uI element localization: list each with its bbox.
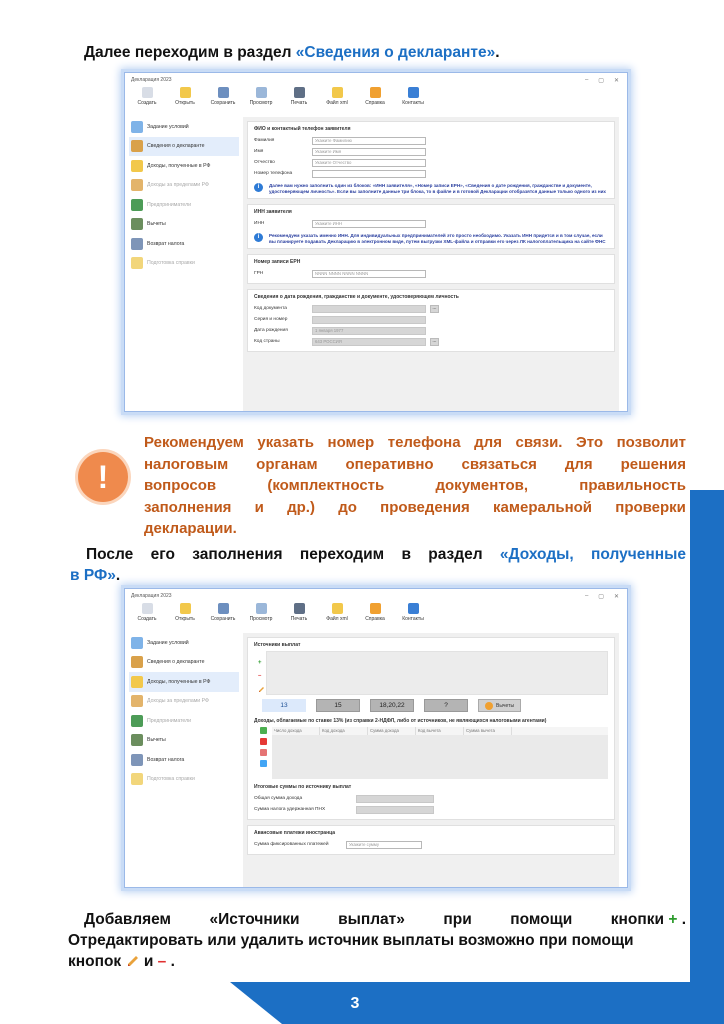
warning-word: до (338, 498, 357, 516)
word: переходим (299, 546, 385, 563)
advance-title: Авансовые платежи иностранца (254, 830, 335, 836)
maximize-button[interactable]: ▢ (598, 593, 604, 600)
intro-paragraph (84, 42, 500, 63)
toolbar-button-label: Контакты (402, 616, 424, 622)
app-toolbar (125, 87, 627, 113)
warning-word: декларации. (144, 520, 237, 537)
warning-text (144, 432, 686, 540)
warning-line (144, 518, 686, 540)
warning-word: камеральной (493, 498, 593, 516)
sidebar-item[interactable] (129, 731, 239, 751)
help-icon (370, 603, 381, 614)
warning-word: и (254, 498, 264, 516)
field-label: Сумма налога удержанная ПНХ (254, 807, 326, 812)
sidebar-item[interactable] (129, 156, 239, 176)
toolbar-button-xml-file[interactable] (323, 603, 351, 622)
toolbar-button-new-file[interactable] (133, 87, 161, 106)
word: заполнения (192, 546, 283, 563)
printer-icon (294, 603, 305, 614)
sources-card (247, 637, 615, 820)
sidebar-item-label: Возврат налога (147, 756, 185, 763)
toolbar-button-xml-file[interactable] (323, 87, 351, 106)
warning-word: правильность (579, 477, 686, 494)
conditions-icon (131, 637, 143, 649)
new-file-icon (142, 603, 153, 614)
totals-title: Итоговые суммы по источнику выплат (254, 784, 352, 790)
add-income-icon[interactable] (260, 727, 267, 734)
column-header: Сумма дохода (368, 727, 416, 735)
text-input[interactable]: 1 января 1977 (312, 327, 426, 335)
sidebar-item[interactable] (129, 692, 239, 712)
declarant-icon (131, 140, 143, 152)
form-row (254, 325, 608, 336)
warning-word: документов, (435, 477, 529, 494)
minimize-button[interactable]: – (584, 76, 589, 83)
toolbar-button-help[interactable] (361, 87, 389, 106)
sidebar-item-label: Доходы, полученные в РФ (147, 162, 211, 169)
toolbar-button-preview[interactable] (247, 603, 275, 622)
readonly-value (356, 795, 434, 803)
toolbar-button-open-folder[interactable] (171, 87, 199, 106)
word: его (150, 546, 175, 563)
tax-rate-tab[interactable]: ? (424, 699, 468, 712)
tax-rate-tab[interactable]: 15 (316, 699, 360, 712)
entrepreneur-icon (131, 199, 143, 211)
income-paragraph (70, 544, 686, 586)
warning-word: связи. (515, 434, 563, 451)
income-content (243, 633, 619, 887)
window-titlebar (125, 589, 627, 603)
sidebar-item-label: Подготовка справки (147, 776, 195, 783)
income-screenshot (124, 588, 628, 888)
toolbar-button-open-folder[interactable] (171, 603, 199, 622)
toolbar-button-preview[interactable] (247, 87, 275, 106)
certificate-icon (131, 773, 143, 785)
sources-tools (258, 660, 265, 693)
text-input[interactable] (312, 316, 426, 324)
sidebar-item-label: Сведения о декларанте (147, 143, 205, 150)
warning-line (144, 475, 686, 497)
close-button[interactable]: ✕ (613, 593, 619, 600)
warning-word: органам (256, 455, 318, 473)
toolbar-button-label: Создать (137, 616, 157, 622)
new-file-icon (142, 87, 153, 98)
warning-line (144, 432, 686, 454)
word: в (401, 546, 411, 563)
toolbar-button-label: Просмотр (249, 616, 273, 622)
toolbar-button-label: Сохранить (210, 616, 236, 622)
field-label: Общая сумма дохода (254, 796, 303, 801)
warning-line (144, 497, 686, 519)
edit-income-icon[interactable] (260, 749, 267, 756)
buttons-text: кнопок (68, 953, 122, 970)
sources-list[interactable] (266, 651, 608, 695)
warning-word: (комплектность (267, 477, 385, 494)
sidebar-item[interactable] (129, 672, 239, 692)
warning-word: проверки (615, 498, 686, 516)
calculator-icon (131, 218, 143, 230)
entrepreneur-icon (131, 715, 143, 727)
readonly-value (356, 806, 434, 814)
deductions-icon (485, 702, 493, 710)
warning-word: вопросов (144, 477, 217, 494)
remove-source-button[interactable]: – (258, 673, 262, 679)
birth-title: Сведения о дата рождения, гражданстве и документе, удостоверяющем личность (254, 294, 459, 301)
sidebar-item[interactable] (129, 254, 239, 274)
app-title: Декларация 2023 (131, 593, 172, 599)
sidebar-item[interactable] (129, 653, 239, 673)
field-label: Имя (254, 149, 264, 154)
plus-icon: + (668, 911, 678, 928)
browse-button[interactable]: ... (430, 305, 439, 313)
word: при (443, 911, 472, 928)
maximize-button[interactable]: ▢ (598, 77, 604, 84)
word: После (86, 546, 134, 563)
tax-rate-tab[interactable]: 18,20,22 (370, 699, 414, 712)
form-row (254, 804, 608, 815)
toolbar-button-label: Открыть (175, 616, 195, 622)
kn-word: кнопки (610, 911, 664, 928)
form-row (254, 135, 608, 146)
income-section-link: полученные (591, 546, 686, 563)
toolbar-button-printer[interactable] (285, 603, 313, 622)
birth-card (247, 289, 615, 352)
toolbar-button-save[interactable] (209, 87, 237, 106)
toolbar-button-printer[interactable] (285, 87, 313, 106)
preview-icon (256, 603, 267, 614)
app-sidebar (129, 633, 239, 789)
inn-card (247, 204, 615, 249)
field-label: Серия и номер (254, 317, 288, 323)
sidebar-item-label: Вычеты (147, 221, 166, 228)
ern-input[interactable]: NNNN NNNN NNNN NNNN (312, 270, 426, 278)
save-icon (218, 603, 229, 614)
conditions-icon (131, 121, 143, 133)
sidebar-item-label: Вычеты (147, 737, 166, 744)
sidebar-item[interactable] (129, 633, 239, 653)
toolbar-button-label: Печать (290, 100, 308, 106)
warning-word: для (564, 455, 593, 473)
income-section-link: «Доходы, (499, 546, 574, 563)
fio-info-text: Далее вам нужно заполнить один из блоков: «ИНН заявителя», «Номер записи ЕРН», «Сведения о дате рождения, гражданстве и документе, удостоверяющем личность». Если вы заполните данные три блока, то в файле и в готовой Декларации отобразятся данные только одного из них (269, 183, 606, 194)
inn-label: ИНН (254, 221, 265, 227)
inn-info (254, 233, 608, 244)
app-toolbar (125, 603, 627, 629)
sidebar-item[interactable] (129, 234, 239, 254)
income-table-header (272, 727, 608, 735)
foreign-income-icon (131, 179, 143, 191)
sidebar-item-label: Задание условий (147, 639, 189, 646)
sidebar-item-label: Подготовка справки (147, 260, 195, 267)
deductions-label: Вычеты (496, 702, 515, 709)
sidebar-item[interactable] (129, 770, 239, 790)
copy-income-icon[interactable] (260, 760, 267, 767)
warning-word: связаться (461, 455, 537, 473)
edit-source-icon[interactable] (258, 686, 265, 693)
field-label: Код страны (254, 339, 280, 345)
printer-icon (294, 87, 305, 98)
warning-word: позволит (616, 434, 686, 451)
calculator-icon (131, 734, 143, 746)
sidebar-item[interactable] (129, 176, 239, 196)
toolbar-button-label: Открыть (175, 100, 195, 106)
fio-title: ФИО и контактный телефон заявителя (254, 126, 351, 132)
coins-icon (131, 676, 143, 688)
form-row (254, 168, 608, 179)
text-input[interactable]: Укажите Фамилию (312, 137, 426, 145)
pencil-icon (126, 954, 140, 968)
warning-word: указать (257, 434, 314, 451)
and-text: и (143, 953, 154, 970)
text-input[interactable]: Укажите Имя (312, 148, 426, 156)
button-text (611, 909, 686, 930)
open-folder-icon (180, 87, 191, 98)
warning-line (144, 454, 686, 476)
sidebar-item[interactable] (129, 137, 239, 157)
ern-label: ГРН (254, 271, 264, 277)
add-sources-paragraph (68, 909, 686, 972)
income-table-body[interactable] (272, 735, 608, 779)
inn-info-text: Рекомендуем указать именно ИНН. Для индивидуальных предпринимателей это просто необходимо. Указать ИНН придется и в том случае, если вы планируете подавать Декларацию в электронном виде, путем выгрузки XML-файла и отправки его через ЛК налогоплательщика на сайте ФНС (269, 233, 606, 244)
toolbar-button-new-file[interactable] (133, 603, 161, 622)
info-icon: i (254, 233, 263, 242)
column-header: Код вычета (416, 727, 464, 735)
declarant-screenshot (124, 72, 628, 412)
column-header: Сумма вычета (464, 727, 512, 735)
text-input[interactable] (312, 170, 426, 178)
intro-section-link: «Сведения о декларанте» (295, 44, 496, 61)
warning-word: для (474, 434, 502, 451)
sidebar-item[interactable] (129, 117, 239, 137)
toolbar-button-label: Справка (365, 616, 385, 622)
column-header: Число дохода (272, 727, 320, 735)
field-label: Фамилия (254, 138, 275, 143)
toolbar-button-label: Печать (290, 616, 308, 622)
warning-icon: ! (78, 452, 128, 502)
word: Добавляем (84, 911, 171, 928)
word: «Источники (209, 911, 300, 928)
toolbar-button-label: Сохранить (210, 100, 236, 106)
warning-word: налоговым (144, 455, 229, 473)
sidebar-item[interactable] (129, 195, 239, 215)
form-row (254, 303, 608, 314)
sidebar-item-label: Предприниматели (147, 717, 192, 724)
form-row (254, 157, 608, 168)
deductions-button[interactable] (478, 699, 521, 712)
sidebar-item-label: Доходы за пределами РФ (147, 182, 209, 189)
field-label: Дата рождения (254, 328, 288, 334)
field-label: Номер телефона (254, 171, 293, 176)
ern-card (247, 254, 615, 284)
word: помощи (510, 911, 573, 928)
advance-input[interactable]: Укажите сумму (346, 841, 422, 849)
advance-card (247, 825, 615, 855)
footer-band (230, 982, 724, 1024)
income-paragraph-end: . (115, 567, 121, 584)
edit-delete-text: Отредактировать или удалить источник выплаты возможно при помощи (68, 932, 634, 949)
coins-icon (131, 160, 143, 172)
toolbar-button-contacts[interactable] (399, 603, 427, 622)
form-row (254, 146, 608, 157)
help-icon (370, 87, 381, 98)
xml-file-icon (332, 87, 343, 98)
word: раздел (428, 546, 483, 563)
side-accent-band (690, 490, 724, 1024)
tax-rate-tabs (262, 699, 608, 712)
text-input[interactable] (312, 305, 426, 313)
tax-return-icon (131, 754, 143, 766)
toolbar-button-label: Файл xml (326, 616, 348, 622)
toolbar-button-label: Создать (137, 100, 157, 106)
line-dot: . (681, 911, 686, 928)
contacts-icon (408, 87, 419, 98)
toolbar-button-contacts[interactable] (399, 87, 427, 106)
info-icon: i (254, 183, 263, 192)
save-icon (218, 87, 229, 98)
column-header: Код дохода (320, 727, 368, 735)
warning-word: Это (576, 434, 604, 451)
field-label: Отчество (254, 160, 275, 165)
warning-word: телефона (387, 434, 461, 451)
sidebar-item-label: Доходы за пределами РФ (147, 698, 209, 705)
paragraph-end: . (170, 953, 175, 970)
certificate-icon (131, 257, 143, 269)
form-row (254, 314, 608, 325)
text-input[interactable]: Укажите Отчество (312, 159, 426, 167)
open-folder-icon (180, 603, 191, 614)
word: выплат» (338, 911, 405, 928)
xml-file-icon (332, 603, 343, 614)
warning-word: проведения (380, 498, 470, 516)
warning-word: Рекомендуем (144, 434, 244, 451)
minus-icon: – (157, 953, 167, 970)
app-sidebar (129, 117, 239, 273)
income-table-title: Доходы, облагаемые по ставке 13% (из справки 2-НДФЛ, либо от источников, не являющихся налоговыми агентами) (254, 718, 547, 724)
declarant-content (243, 117, 619, 411)
inn-input[interactable]: Укажите ИНН (312, 220, 426, 228)
minimize-button[interactable]: – (584, 592, 589, 599)
close-button[interactable]: ✕ (613, 77, 619, 84)
sidebar-item[interactable] (129, 215, 239, 235)
fio-info (254, 183, 608, 194)
income-row-tools (260, 727, 267, 767)
add-source-button[interactable]: + (258, 660, 262, 666)
warning-word: номер (327, 434, 375, 451)
app-title: Декларация 2023 (131, 77, 172, 83)
browse-button[interactable]: ... (430, 338, 439, 346)
advance-label: Сумма фиксированных платежей (254, 842, 329, 847)
warning-word: оперативно (345, 455, 434, 473)
tax-return-icon (131, 238, 143, 250)
warning-word: решения (620, 455, 686, 473)
sidebar-item[interactable] (129, 711, 239, 731)
fio-card (247, 121, 615, 199)
field-label: Код документа (254, 306, 287, 312)
tax-rate-tab[interactable]: 13 (262, 699, 306, 712)
sidebar-item-label: Задание условий (147, 123, 189, 130)
sources-title: Источники выплат (254, 642, 301, 648)
toolbar-button-label: Справка (365, 100, 385, 106)
sidebar-item-label: Возврат налога (147, 240, 185, 247)
sidebar-item-label: Предприниматели (147, 201, 192, 208)
toolbar-button-save[interactable] (209, 603, 237, 622)
toolbar-button-help[interactable] (361, 603, 389, 622)
toolbar-button-label: Контакты (402, 100, 424, 106)
sidebar-item-label: Сведения о декларанте (147, 659, 205, 666)
sidebar-item[interactable] (129, 750, 239, 770)
preview-icon (256, 87, 267, 98)
intro-text: Далее переходим в раздел (84, 44, 296, 61)
form-row (254, 336, 608, 347)
text-input[interactable]: 643 РОССИЯ (312, 338, 426, 346)
intro-end: . (495, 44, 500, 61)
ern-title: Номер записи ЕРН (254, 259, 301, 266)
warning-word: заполнения (144, 498, 232, 516)
form-row (254, 793, 608, 804)
declarant-icon (131, 656, 143, 668)
sidebar-item-label: Доходы, полученные в РФ (147, 678, 211, 685)
inn-title: ИНН заявителя (254, 209, 292, 216)
page-number: 3 (350, 995, 360, 1012)
toolbar-button-label: Просмотр (249, 100, 273, 106)
window-titlebar (125, 73, 627, 87)
remove-income-icon[interactable] (260, 738, 267, 745)
warning-word: др.) (287, 498, 315, 516)
income-section-link-end: в РФ» (70, 567, 116, 584)
contacts-icon (408, 603, 419, 614)
foreign-income-icon (131, 695, 143, 707)
toolbar-button-label: Файл xml (326, 100, 348, 106)
